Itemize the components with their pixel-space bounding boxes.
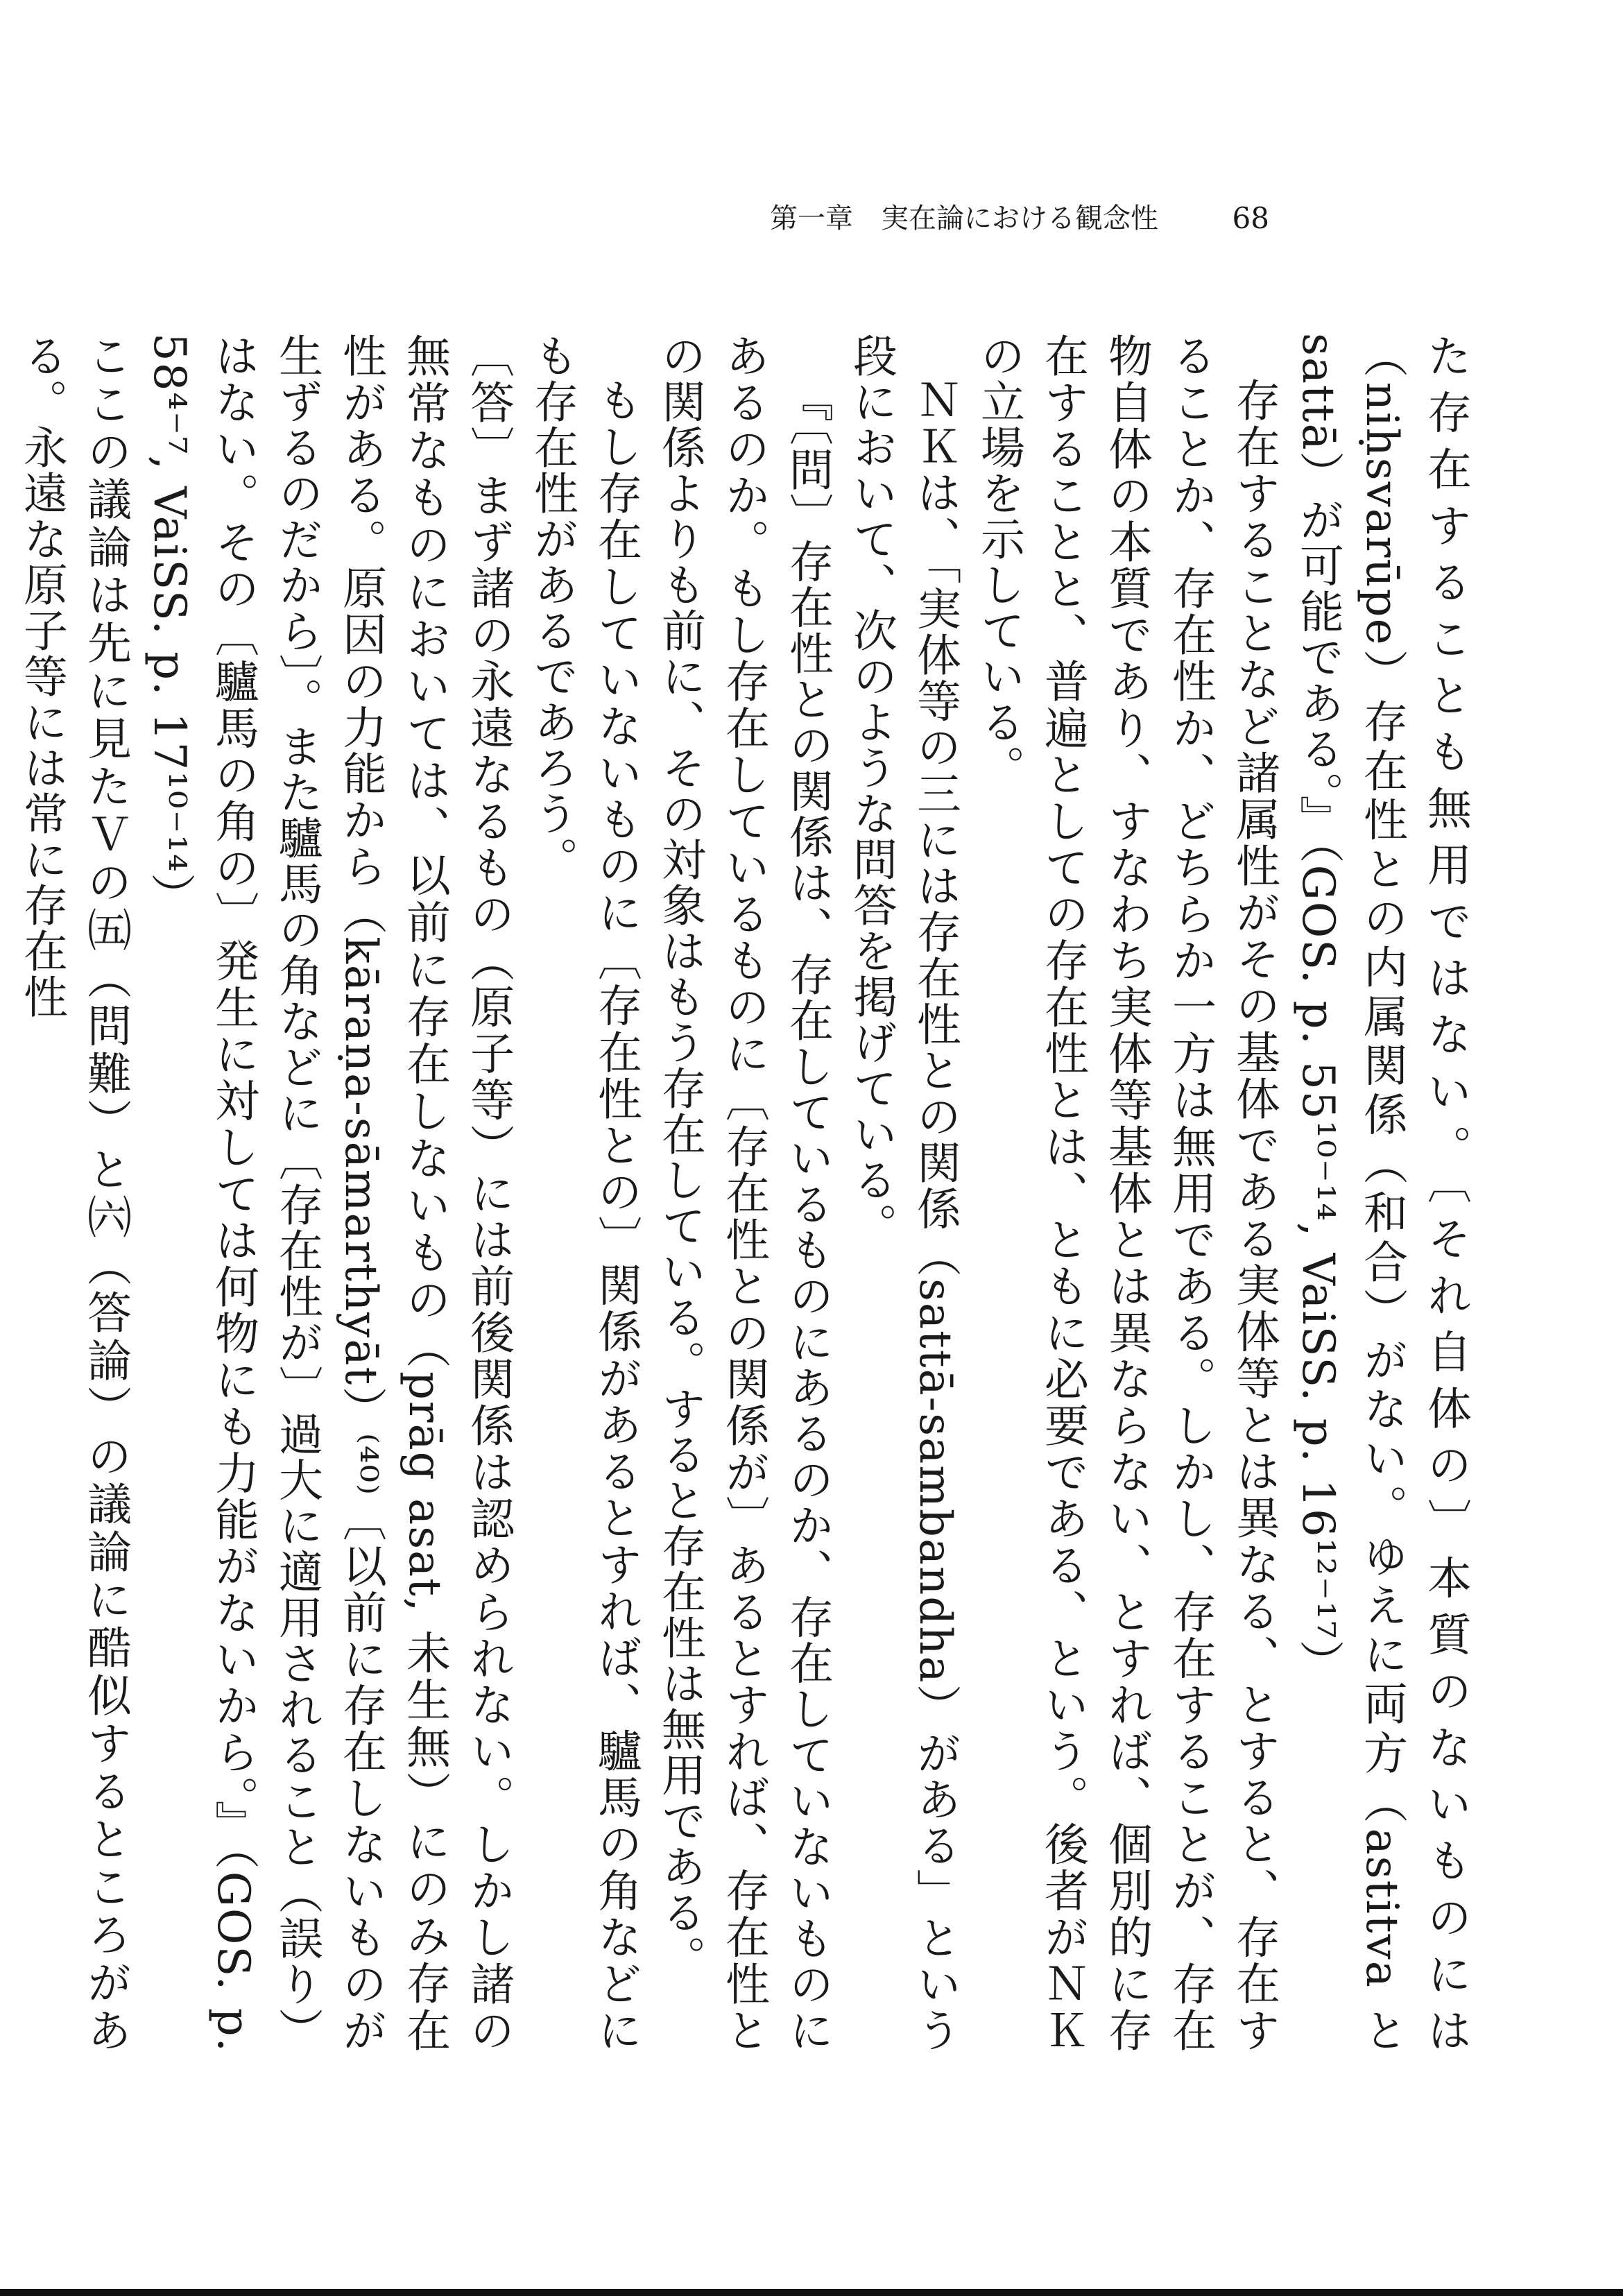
vertical-body-text (16, 333, 1477, 2054)
page-number: 68 (1232, 201, 1269, 235)
bottom-border (0, 2289, 1623, 2296)
chapter-title: 第一章 実在論における観念性 (770, 203, 1158, 234)
paragraph: 『〔問〕存在性との関係は、存在しているものにあるのか、存在していないものにあるのか。もし存在しているものに〔存在性との関係が〕あるとすれば、存在性との関係よりも前に、その対象はもう存在している。すると存在性は無用である。 (654, 333, 833, 2053)
paragraph: ＮＫは、「実体等の三には存在性との関係（sattā-sambandha）がある」という段において、次のような問答を掲げている。 (845, 333, 961, 2053)
running-header (770, 194, 1269, 243)
paragraph: 存在することなど諸属性がその基体である実体等とは異なる、とすると、存在することか、存在性か、どちらか一方は無用である。しかし、存在することが、存在物自体の本質であり、すなわち実体等基体とは異ならない、とすれば、個別的に存在することと、普遍としての存在性とは、ともに必要である、という。後者がＮＫの立場を示している。 (973, 333, 1280, 2053)
paragraph: ここの議論は先に見たＶの㈤（問難）と㈥（答論）の議論に酷似するところがある。永遠な原子等には常に存在性 (16, 333, 131, 2054)
paragraph: 〔答〕まず諸の永遠なるもの（原子等）には前後関係は認められない。しかし諸の無常なものにおいては、以前に存在しないもの（prāg asat, 未生無）にのみ存在性がある。原因の力能から（kāraṇa-sāmarthyāt）⁽⁴⁰⁾〔以前に存在しないものが生ずるのだから〕。また驢馬の角などに〔存在性が〕過大に適用されること（誤り）はない。その〔驢馬の角の〕発生に対しては何物にも力能がないから。』（GOS. p. 58⁴⁻⁷, VaiSS. p. 17¹⁰⁻¹⁴） (144, 333, 514, 2053)
paragraph: もし存在していないものに〔存在性との〕関係があるとすれば、驢馬の角などにも存在性があるであろう。 (526, 333, 642, 2053)
paragraph: た存在することも無用ではない。〔それ自体の〕本質のないものには（niḥsvarūpe）存在性との内属関係（和合）がない。ゆえに両方（astitva と sattā）が可能である。』（GOS. p. 55¹⁰⁻¹⁴, VaiSS. p. 16¹²⁻¹⁷） (1292, 333, 1471, 2053)
